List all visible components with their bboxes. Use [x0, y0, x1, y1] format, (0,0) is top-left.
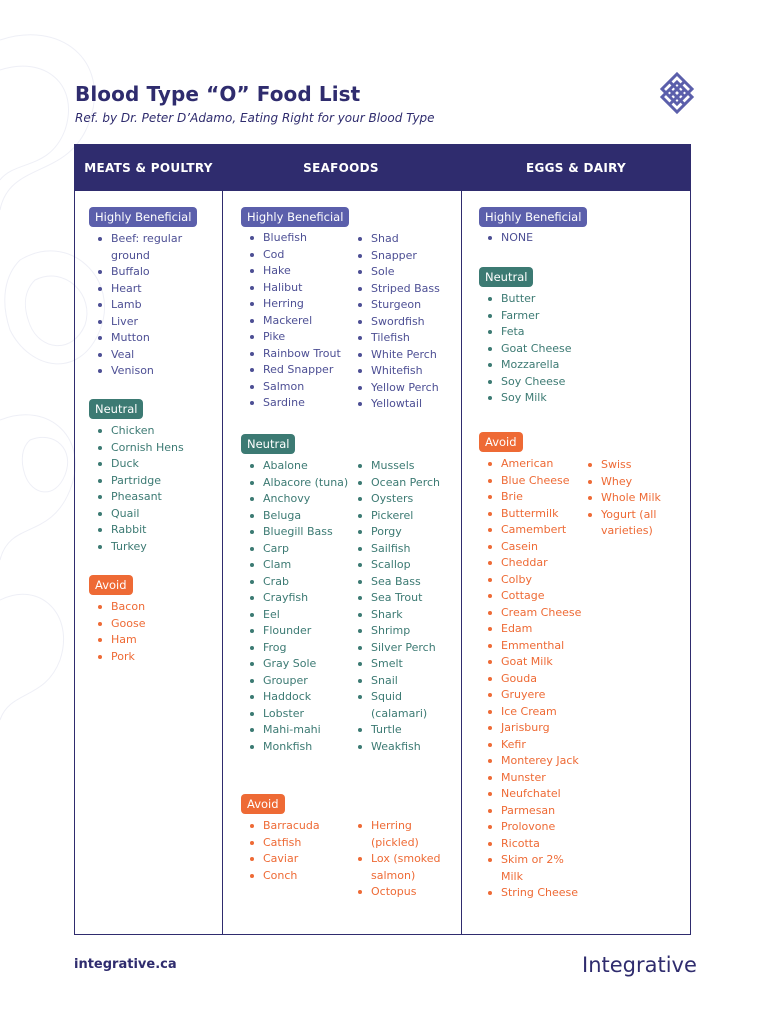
list-item: Jarisburg — [487, 720, 587, 737]
list-item: Octopus — [357, 884, 457, 901]
list-item: Mussels — [357, 458, 457, 475]
dairy-avoid-list-a — [487, 456, 587, 902]
list-item: Silver Perch — [357, 640, 457, 657]
list-item: Rainbow Trout — [249, 346, 357, 363]
dairy-beneficial-list — [487, 230, 687, 247]
list-item: Cornish Hens — [97, 440, 215, 457]
list-item: Weakfish — [357, 739, 457, 756]
list-item: Sea Bass — [357, 574, 457, 591]
list-item: Rabbit — [97, 522, 215, 539]
list-item: Cream Cheese — [487, 605, 587, 622]
list-item: Ocean Perch — [357, 475, 457, 492]
list-item: Shad — [357, 231, 457, 248]
list-item: Swordfish — [357, 314, 457, 331]
list-item: Whitefish — [357, 363, 457, 380]
list-item: Shrimp — [357, 623, 457, 640]
list-item: Sole — [357, 264, 457, 281]
list-item: Kefir — [487, 737, 587, 754]
list-item: Goose — [97, 616, 215, 633]
column-header-seafoods: SEAFOODS — [303, 161, 379, 175]
seafoods-beneficial-list-a — [249, 230, 357, 412]
list-item: Butter — [487, 291, 687, 308]
endless-knot-icon — [658, 70, 696, 116]
page-header — [75, 82, 435, 125]
dairy-neutral-list — [487, 291, 687, 407]
list-item: Swiss — [587, 457, 687, 474]
list-item: Ricotta — [487, 836, 587, 853]
list-item: Mozzarella — [487, 357, 687, 374]
list-item: Monterey Jack — [487, 753, 587, 770]
seafoods-avoid-label: Avoid — [241, 794, 285, 814]
list-item: Abalone — [249, 458, 357, 475]
list-item: Squid (calamari) — [357, 689, 457, 722]
list-item: Buttermilk — [487, 506, 587, 523]
list-item: Crab — [249, 574, 357, 591]
list-item: Whole Milk — [587, 490, 687, 507]
list-item: NONE — [487, 230, 687, 247]
list-item: Heart — [97, 281, 215, 298]
seafoods-neutral-label: Neutral — [241, 434, 295, 454]
column-divider — [222, 145, 223, 934]
list-item: Gouda — [487, 671, 587, 688]
list-item: Soy Cheese — [487, 374, 687, 391]
dairy-avoid-label: Avoid — [479, 432, 523, 452]
list-item: Anchovy — [249, 491, 357, 508]
list-item: Goat Milk — [487, 654, 587, 671]
list-item: Colby — [487, 572, 587, 589]
list-item: Whey — [587, 474, 687, 491]
seafoods-avoid-list-b — [357, 818, 457, 901]
list-item: White Perch — [357, 347, 457, 364]
list-item: Bacon — [97, 599, 215, 616]
dairy-avoid-list-b — [587, 457, 687, 540]
column-divider — [461, 145, 462, 934]
seafoods-beneficial-list-b — [357, 231, 457, 413]
list-item: Snail — [357, 673, 457, 690]
list-item: Salmon — [249, 379, 357, 396]
list-item: Munster — [487, 770, 587, 787]
list-item: Veal — [97, 347, 215, 364]
seafoods-avoid-list-a — [249, 818, 357, 884]
list-item: Gray Sole — [249, 656, 357, 673]
list-item: Conch — [249, 868, 357, 885]
list-item: American — [487, 456, 587, 473]
list-item: Porgy — [357, 524, 457, 541]
list-item: Beef: regular ground — [97, 231, 215, 264]
list-item: Casein — [487, 539, 587, 556]
list-item: Quail — [97, 506, 215, 523]
list-item: Pike — [249, 329, 357, 346]
list-item: Sailfish — [357, 541, 457, 558]
list-item: Neufchatel — [487, 786, 587, 803]
list-item: Red Snapper — [249, 362, 357, 379]
list-item: Cheddar — [487, 555, 587, 572]
food-table — [74, 144, 691, 935]
list-item: Yogurt (all varieties) — [587, 507, 687, 540]
footer-brand-logo: Integrative — [582, 953, 697, 977]
list-item: Haddock — [249, 689, 357, 706]
list-item: Albacore (tuna) — [249, 475, 357, 492]
list-item: Cottage — [487, 588, 587, 605]
list-item: Edam — [487, 621, 587, 638]
meats-avoid-label: Avoid — [89, 575, 133, 595]
list-item: Farmer — [487, 308, 687, 325]
list-item: Lamb — [97, 297, 215, 314]
list-item: Crayfish — [249, 590, 357, 607]
seafoods-beneficial-label: Highly Beneficial — [241, 207, 349, 227]
list-item: Smelt — [357, 656, 457, 673]
list-item: Hake — [249, 263, 357, 280]
list-item: Sardine — [249, 395, 357, 412]
list-item: Yellowtail — [357, 396, 457, 413]
list-item: Turtle — [357, 722, 457, 739]
list-item: Feta — [487, 324, 687, 341]
list-item: Ice Cream — [487, 704, 587, 721]
list-item: Striped Bass — [357, 281, 457, 298]
list-item: Goat Cheese — [487, 341, 687, 358]
list-item: Lobster — [249, 706, 357, 723]
list-item: Grouper — [249, 673, 357, 690]
list-item: Bluegill Bass — [249, 524, 357, 541]
list-item: Herring (pickled) — [357, 818, 457, 851]
list-item: Turkey — [97, 539, 215, 556]
list-item: Camembert — [487, 522, 587, 539]
list-item: Buffalo — [97, 264, 215, 281]
list-item: Mahi-mahi — [249, 722, 357, 739]
list-item: Frog — [249, 640, 357, 657]
list-item: Oysters — [357, 491, 457, 508]
meats-beneficial-list — [97, 231, 215, 380]
list-item: Pork — [97, 649, 215, 666]
list-item: Barracuda — [249, 818, 357, 835]
column-header-dairy: EGGS & DAIRY — [526, 161, 626, 175]
list-item: Beluga — [249, 508, 357, 525]
list-item: Herring — [249, 296, 357, 313]
footer-website-link[interactable]: integrative.ca — [74, 957, 177, 972]
list-item: Flounder — [249, 623, 357, 640]
list-item: String Cheese — [487, 885, 587, 902]
list-item: Clam — [249, 557, 357, 574]
list-item: Monkfish — [249, 739, 357, 756]
meats-neutral-label: Neutral — [89, 399, 143, 419]
list-item: Chicken — [97, 423, 215, 440]
list-item: Sturgeon — [357, 297, 457, 314]
list-item: Bluefish — [249, 230, 357, 247]
list-item: Pickerel — [357, 508, 457, 525]
meats-beneficial-label: Highly Beneficial — [89, 207, 197, 227]
dairy-beneficial-label: Highly Beneficial — [479, 207, 587, 227]
list-item: Cod — [249, 247, 357, 264]
list-item: Mackerel — [249, 313, 357, 330]
list-item: Brie — [487, 489, 587, 506]
list-item: Prolovone — [487, 819, 587, 836]
list-item: Halibut — [249, 280, 357, 297]
list-item: Eel — [249, 607, 357, 624]
column-header-meats: MEATS & POULTRY — [84, 161, 213, 175]
list-item: Caviar — [249, 851, 357, 868]
list-item: Venison — [97, 363, 215, 380]
list-item: Yellow Perch — [357, 380, 457, 397]
list-item: Ham — [97, 632, 215, 649]
list-item: Sea Trout — [357, 590, 457, 607]
list-item: Snapper — [357, 248, 457, 265]
list-item: Carp — [249, 541, 357, 558]
list-item: Soy Milk — [487, 390, 687, 407]
list-item: Lox (smoked salmon) — [357, 851, 457, 884]
list-item: Mutton — [97, 330, 215, 347]
dairy-neutral-label: Neutral — [479, 267, 533, 287]
list-item: Shark — [357, 607, 457, 624]
list-item: Pheasant — [97, 489, 215, 506]
meats-neutral-list — [97, 423, 215, 555]
meats-avoid-list — [97, 599, 215, 665]
seafoods-neutral-list-b — [357, 458, 457, 755]
list-item: Emmenthal — [487, 638, 587, 655]
list-item: Parmesan — [487, 803, 587, 820]
list-item: Catfish — [249, 835, 357, 852]
list-item: Liver — [97, 314, 215, 331]
list-item: Scallop — [357, 557, 457, 574]
list-item: Blue Cheese — [487, 473, 587, 490]
list-item: Duck — [97, 456, 215, 473]
page-title: Blood Type “O” Food List — [75, 82, 361, 106]
list-item: Skim or 2% Milk — [487, 852, 587, 885]
list-item: Partridge — [97, 473, 215, 490]
page-subtitle: Ref. by Dr. Peter D’Adamo, Eating Right for your Blood Type — [75, 111, 435, 125]
seafoods-neutral-list-a — [249, 458, 357, 755]
table-header — [75, 145, 690, 191]
list-item: Gruyere — [487, 687, 587, 704]
list-item: Tilefish — [357, 330, 457, 347]
